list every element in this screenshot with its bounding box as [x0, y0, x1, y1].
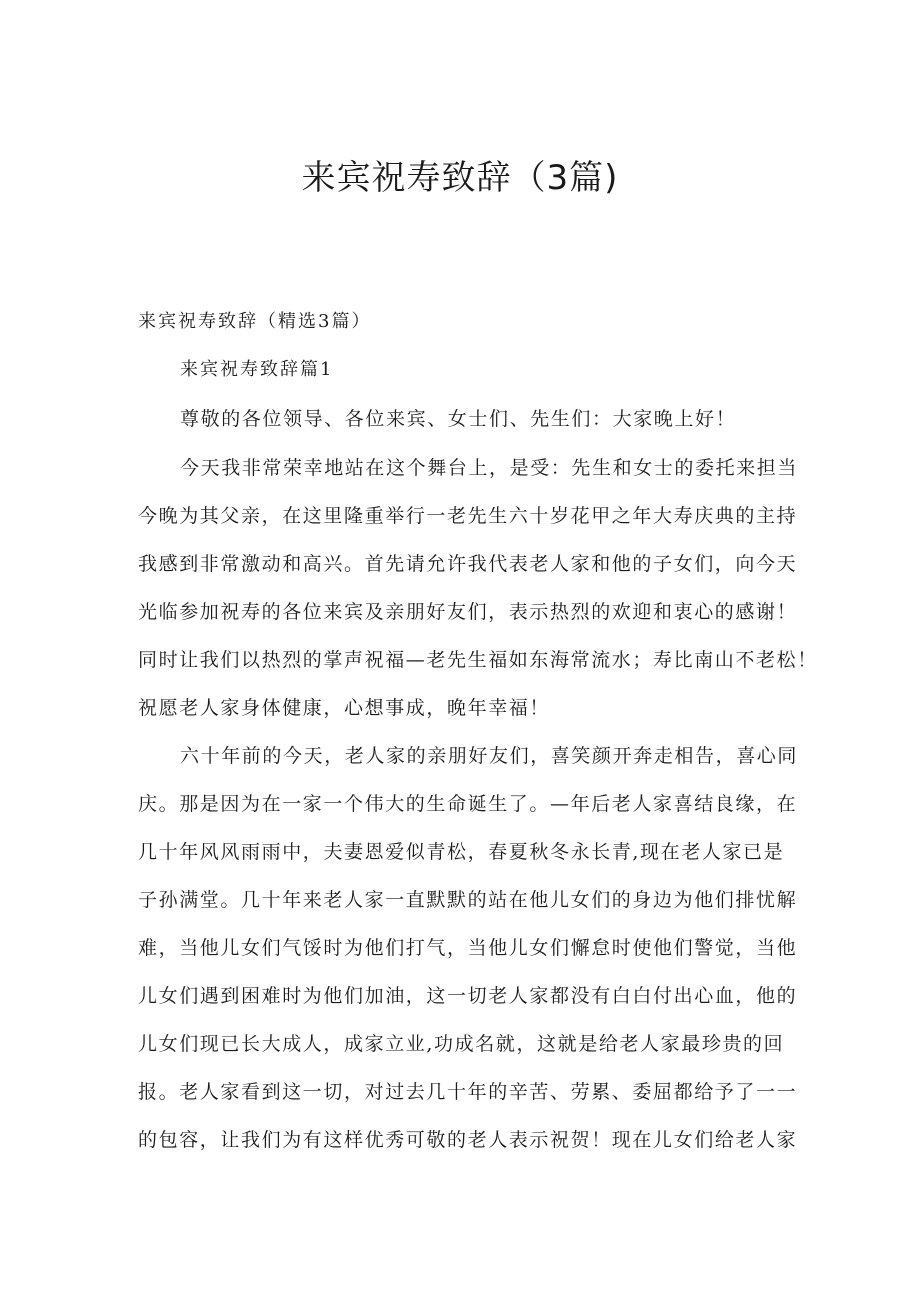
text-line: 几十年风风雨雨中，夫妻恩爱似青松，春夏秋冬永长青,现在老人家已是 — [138, 841, 785, 863]
text-line: 同时让我们以热烈的掌声祝福—老先生福如东海常流水；寿比南山不老松！ — [138, 649, 818, 671]
text-line: 儿女们遇到困难时为他们加油，这一切老人家都没有白白付出心血，他的 — [138, 985, 798, 1007]
text-line: 今天我非常荣幸地站在这个舞台上，是受：先生和女士的委托来担当 — [180, 457, 799, 479]
text-line: 报。老人家看到这一切，对过去几十年的辛苦、劳累、委屈都给予了一一 — [138, 1081, 798, 1103]
text-line: 的包容，让我们为有这样优秀可敬的老人表示祝贺！现在儿女们给老人家 — [138, 1129, 798, 1151]
text-line: 我感到非常激动和高兴。首先请允许我代表老人家和他的子女们，向今天 — [138, 553, 798, 575]
text-line: 难，当他儿女们气馁时为他们打气，当他儿女们懈怠时使他们警觉，当他 — [138, 937, 798, 959]
text-line: 庆。那是因为在一家一个伟大的生命诞生了。—年后老人家喜结良缘，在 — [138, 793, 798, 815]
text-line: 子孙满堂。几十年来老人家一直默默的站在他儿女们的身边为他们排忧解 — [138, 889, 798, 911]
text-line: 光临参加祝寿的各位来宾及亲朋好友们，表示热烈的欢迎和衷心的感谢！ — [138, 601, 798, 623]
text-line: 今晚为其父亲，在这里隆重举行一老先生六十岁花甲之年大寿庆典的主持 — [138, 505, 798, 527]
document-subtitle: 来宾祝寿致辞（精选3篇） — [138, 311, 372, 332]
text-line: 儿女们现已长大成人，成家立业,功成名就，这就是给老人家最珍贵的回 — [138, 1033, 785, 1055]
text-line: 尊敬的各位领导、各位来宾、女士们、先生们：大家晚上好！ — [180, 408, 737, 430]
text-line: 六十年前的今天，老人家的亲朋好友们，喜笑颜开奔走相告，喜心同 — [180, 745, 799, 767]
section-heading: 来宾祝寿致辞篇1 — [180, 359, 334, 380]
document-title: 来宾祝寿致辞（3篇) — [301, 158, 619, 198]
text-line: 祝愿老人家身体健康，心想事成，晚年幸福！ — [138, 697, 551, 719]
